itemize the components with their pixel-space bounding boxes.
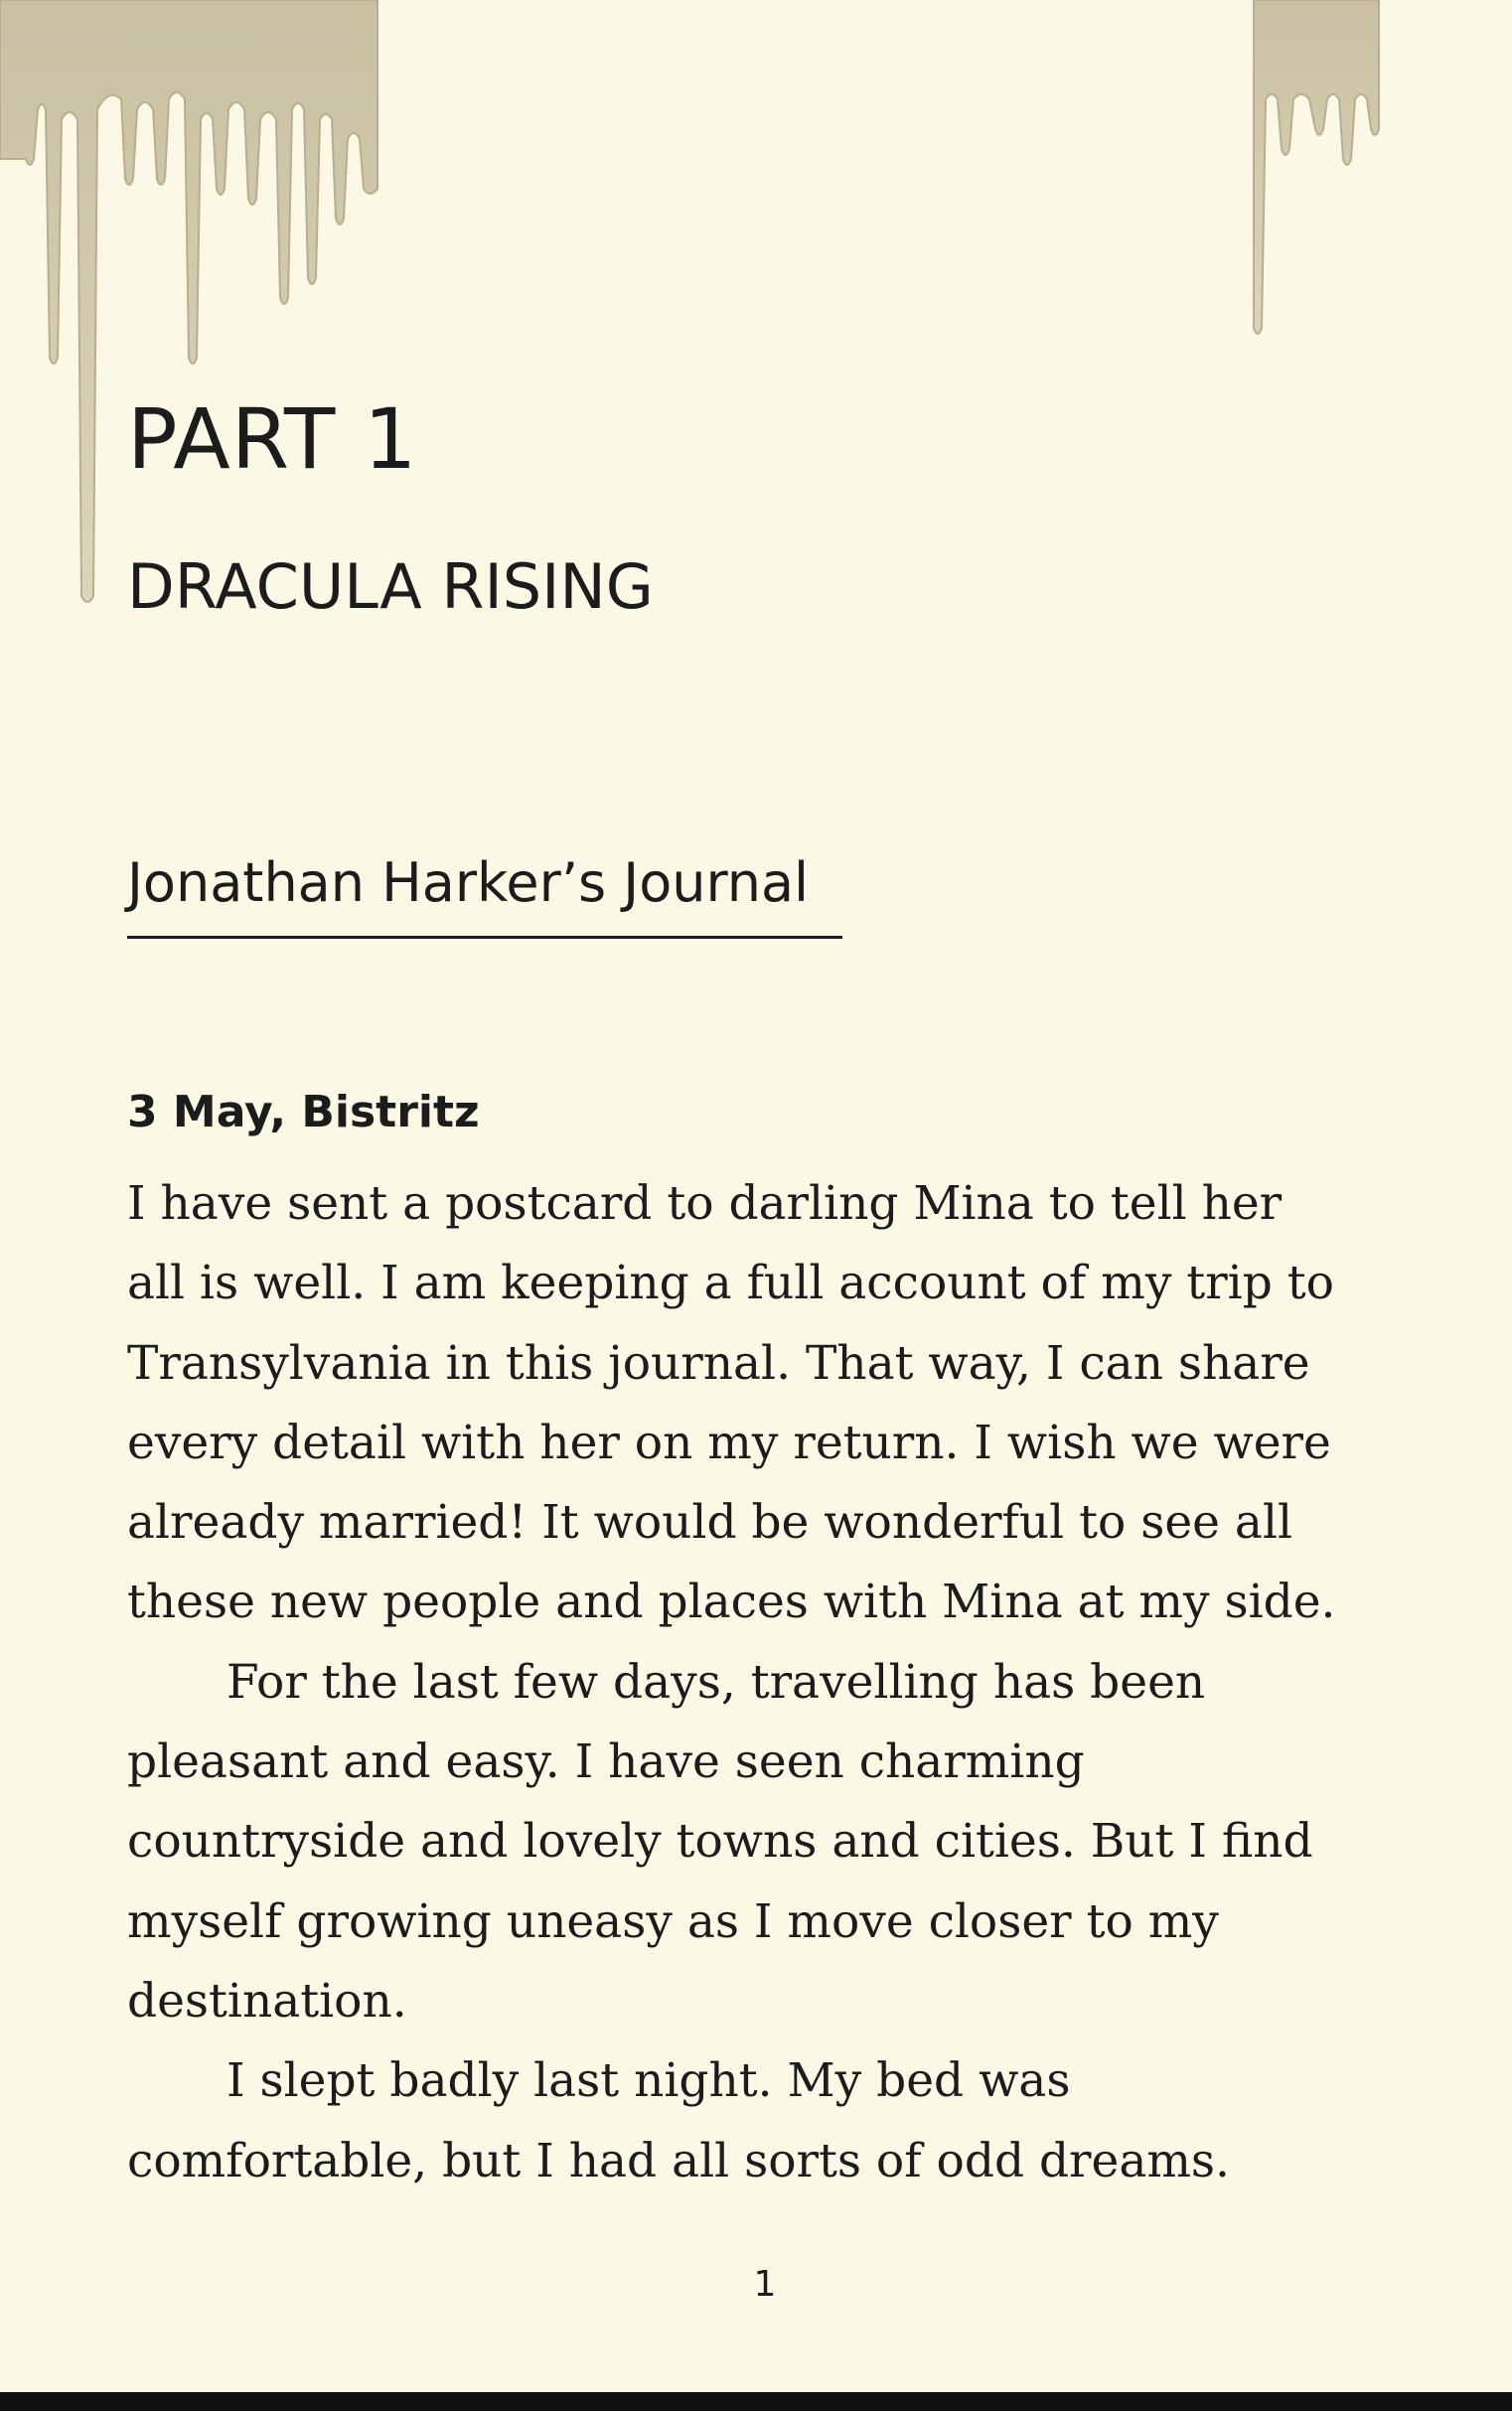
text-line: all is well. I am keeping a full account of my trip to: [127, 1256, 1334, 1311]
right-drip-band: [1254, 0, 1379, 334]
text-line: countryside and lovely towns and cities. But I find: [127, 1814, 1313, 1870]
journal-entry-date: 3 May, Bistritz: [127, 1087, 480, 1137]
page-number: 1: [753, 2264, 777, 2305]
text-line: Transylvania in this journal. That way, I can share: [127, 1335, 1310, 1391]
text-line: destination.: [127, 1973, 407, 2029]
section-heading: Jonathan Harker’s Journal: [127, 851, 810, 914]
text-line: every detail with her on my return. I wish we were: [127, 1415, 1331, 1470]
text-line: comfortable, but I had all sorts of odd dreams.: [127, 2133, 1230, 2188]
paragraph-start-line: I slept badly last night. My bed was: [227, 2053, 1071, 2109]
text-line: pleasant and easy. I have seen charming: [127, 1734, 1085, 1790]
text-line: already married! It would be wonderful to see all: [127, 1495, 1293, 1551]
journal-entry-body: [127, 1176, 1419, 2217]
left-drip-band: [0, 0, 378, 602]
text-line: myself growing uneasy as I move closer to my: [127, 1893, 1219, 1949]
text-line: I have sent a postcard to darling Mina to tell her: [127, 1176, 1283, 1231]
paragraph-start-line: For the last few days, travelling has been: [227, 1654, 1206, 1710]
chapter-title: DRACULA RISING: [127, 550, 654, 623]
part-label: PART 1: [127, 390, 418, 488]
text-line: these new people and places with Mina at my side.: [127, 1575, 1336, 1630]
scan-bottom-edge: [0, 2392, 1512, 2411]
section-heading-underline: [127, 936, 842, 939]
